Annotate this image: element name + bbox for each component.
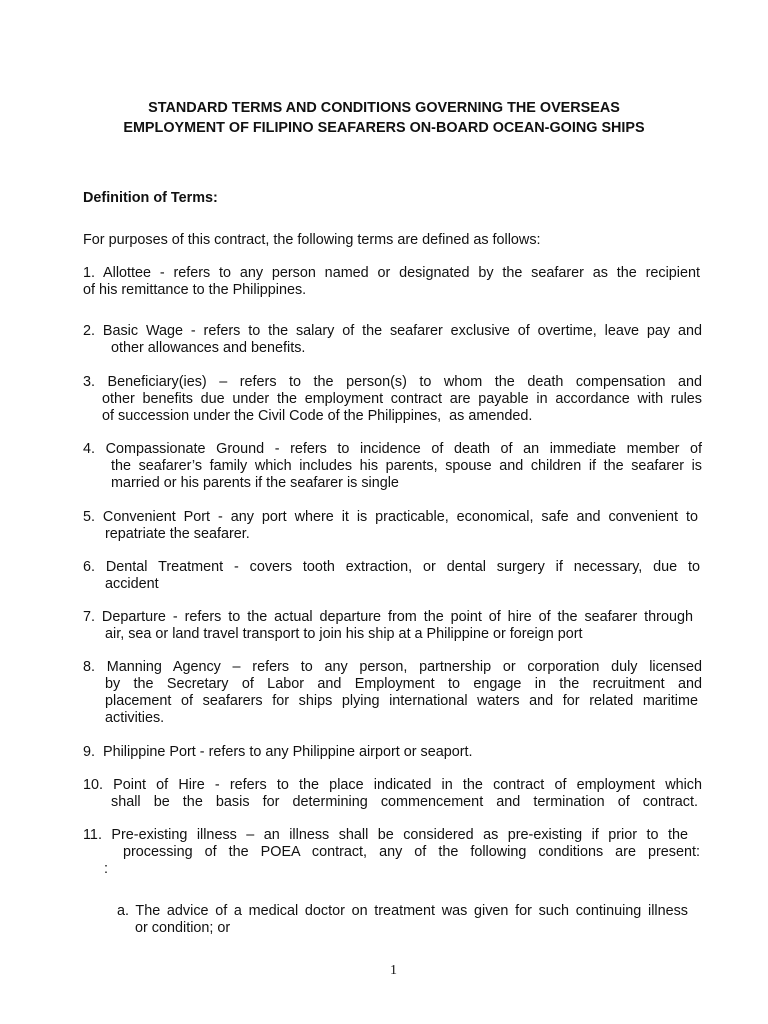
intro-text: For purposes of this contract, the following terms are defined as follows: (83, 232, 541, 248)
item-line: processing of the POEA contract, any of the following conditions are present: (123, 844, 700, 860)
item-line: 3. Beneficiary(ies) – refers to the person(s) to whom the death compensation and (83, 374, 702, 390)
subitem-line: or condition; or (135, 920, 231, 936)
item-line: accident (105, 576, 159, 592)
item-line: : (104, 861, 108, 877)
item-line: other allowances and benefits. (111, 340, 306, 356)
item-line: 4. Compassionate Ground - refers to incidence of death of an immediate member of (83, 441, 702, 457)
item-line: of his remittance to the Philippines. (83, 282, 307, 298)
item-line: 5. Convenient Port - any port where it is practicable, economical, safe and convenient to (83, 509, 698, 525)
item-line: 6. Dental Treatment - covers tooth extraction, or dental surgery if necessary, due to (83, 559, 700, 575)
section-heading: Definition of Terms: (83, 190, 218, 206)
item-line: activities. (105, 710, 165, 726)
item-line: shall be the basis for determining commencement and termination of contract. (111, 794, 698, 810)
item-line: 1. Allottee - refers to any person named or designated by the seafarer as the recipient (83, 265, 700, 281)
item-line: 8. Manning Agency – refers to any person, partnership or corporation duly licensed (83, 659, 702, 675)
item-line: 9. Philippine Port - refers to any Philippine airport or seaport. (83, 744, 473, 760)
item-line: the seafarer’s family which includes his parents, spouse and children if the seafarer is (111, 458, 702, 474)
item-line: 7. Departure - refers to the actual departure from the point of hire of the seafarer through (83, 609, 693, 625)
item-line: air, sea or land travel transport to join his ship at a Philippine or foreign port (105, 626, 583, 642)
item-line: 10. Point of Hire - refers to the place indicated in the contract of employment which (83, 777, 702, 793)
item-line: by the Secretary of Labor and Employment to engage in the recruitment and (105, 676, 702, 692)
item-line: married or his parents if the seafarer is single (111, 475, 399, 491)
subitem-line: a. The advice of a medical doctor on treatment was given for such continuing illness (117, 903, 688, 919)
item-line: 2. Basic Wage - refers to the salary of the seafarer exclusive of overtime, leave pay and (83, 323, 702, 339)
document-title-line-2: EMPLOYMENT OF FILIPINO SEAFARERS ON-BOARD OCEAN-GOING SHIPS (123, 120, 645, 136)
item-line: placement of seafarers for ships plying international waters and for related maritime (105, 693, 698, 709)
item-line: repatriate the seafarer. (105, 526, 250, 542)
document-title-line-1: STANDARD TERMS AND CONDITIONS GOVERNING THE OVERSEAS (148, 100, 620, 116)
item-line: of succession under the Civil Code of the Philippines, as amended. (102, 408, 533, 424)
item-line: other benefits due under the employment contract are payable in accordance with rules (102, 391, 702, 407)
item-line: 11. Pre-existing illness – an illness shall be considered as pre-existing if prior to the (83, 827, 688, 843)
page-number: 1 (390, 963, 397, 978)
